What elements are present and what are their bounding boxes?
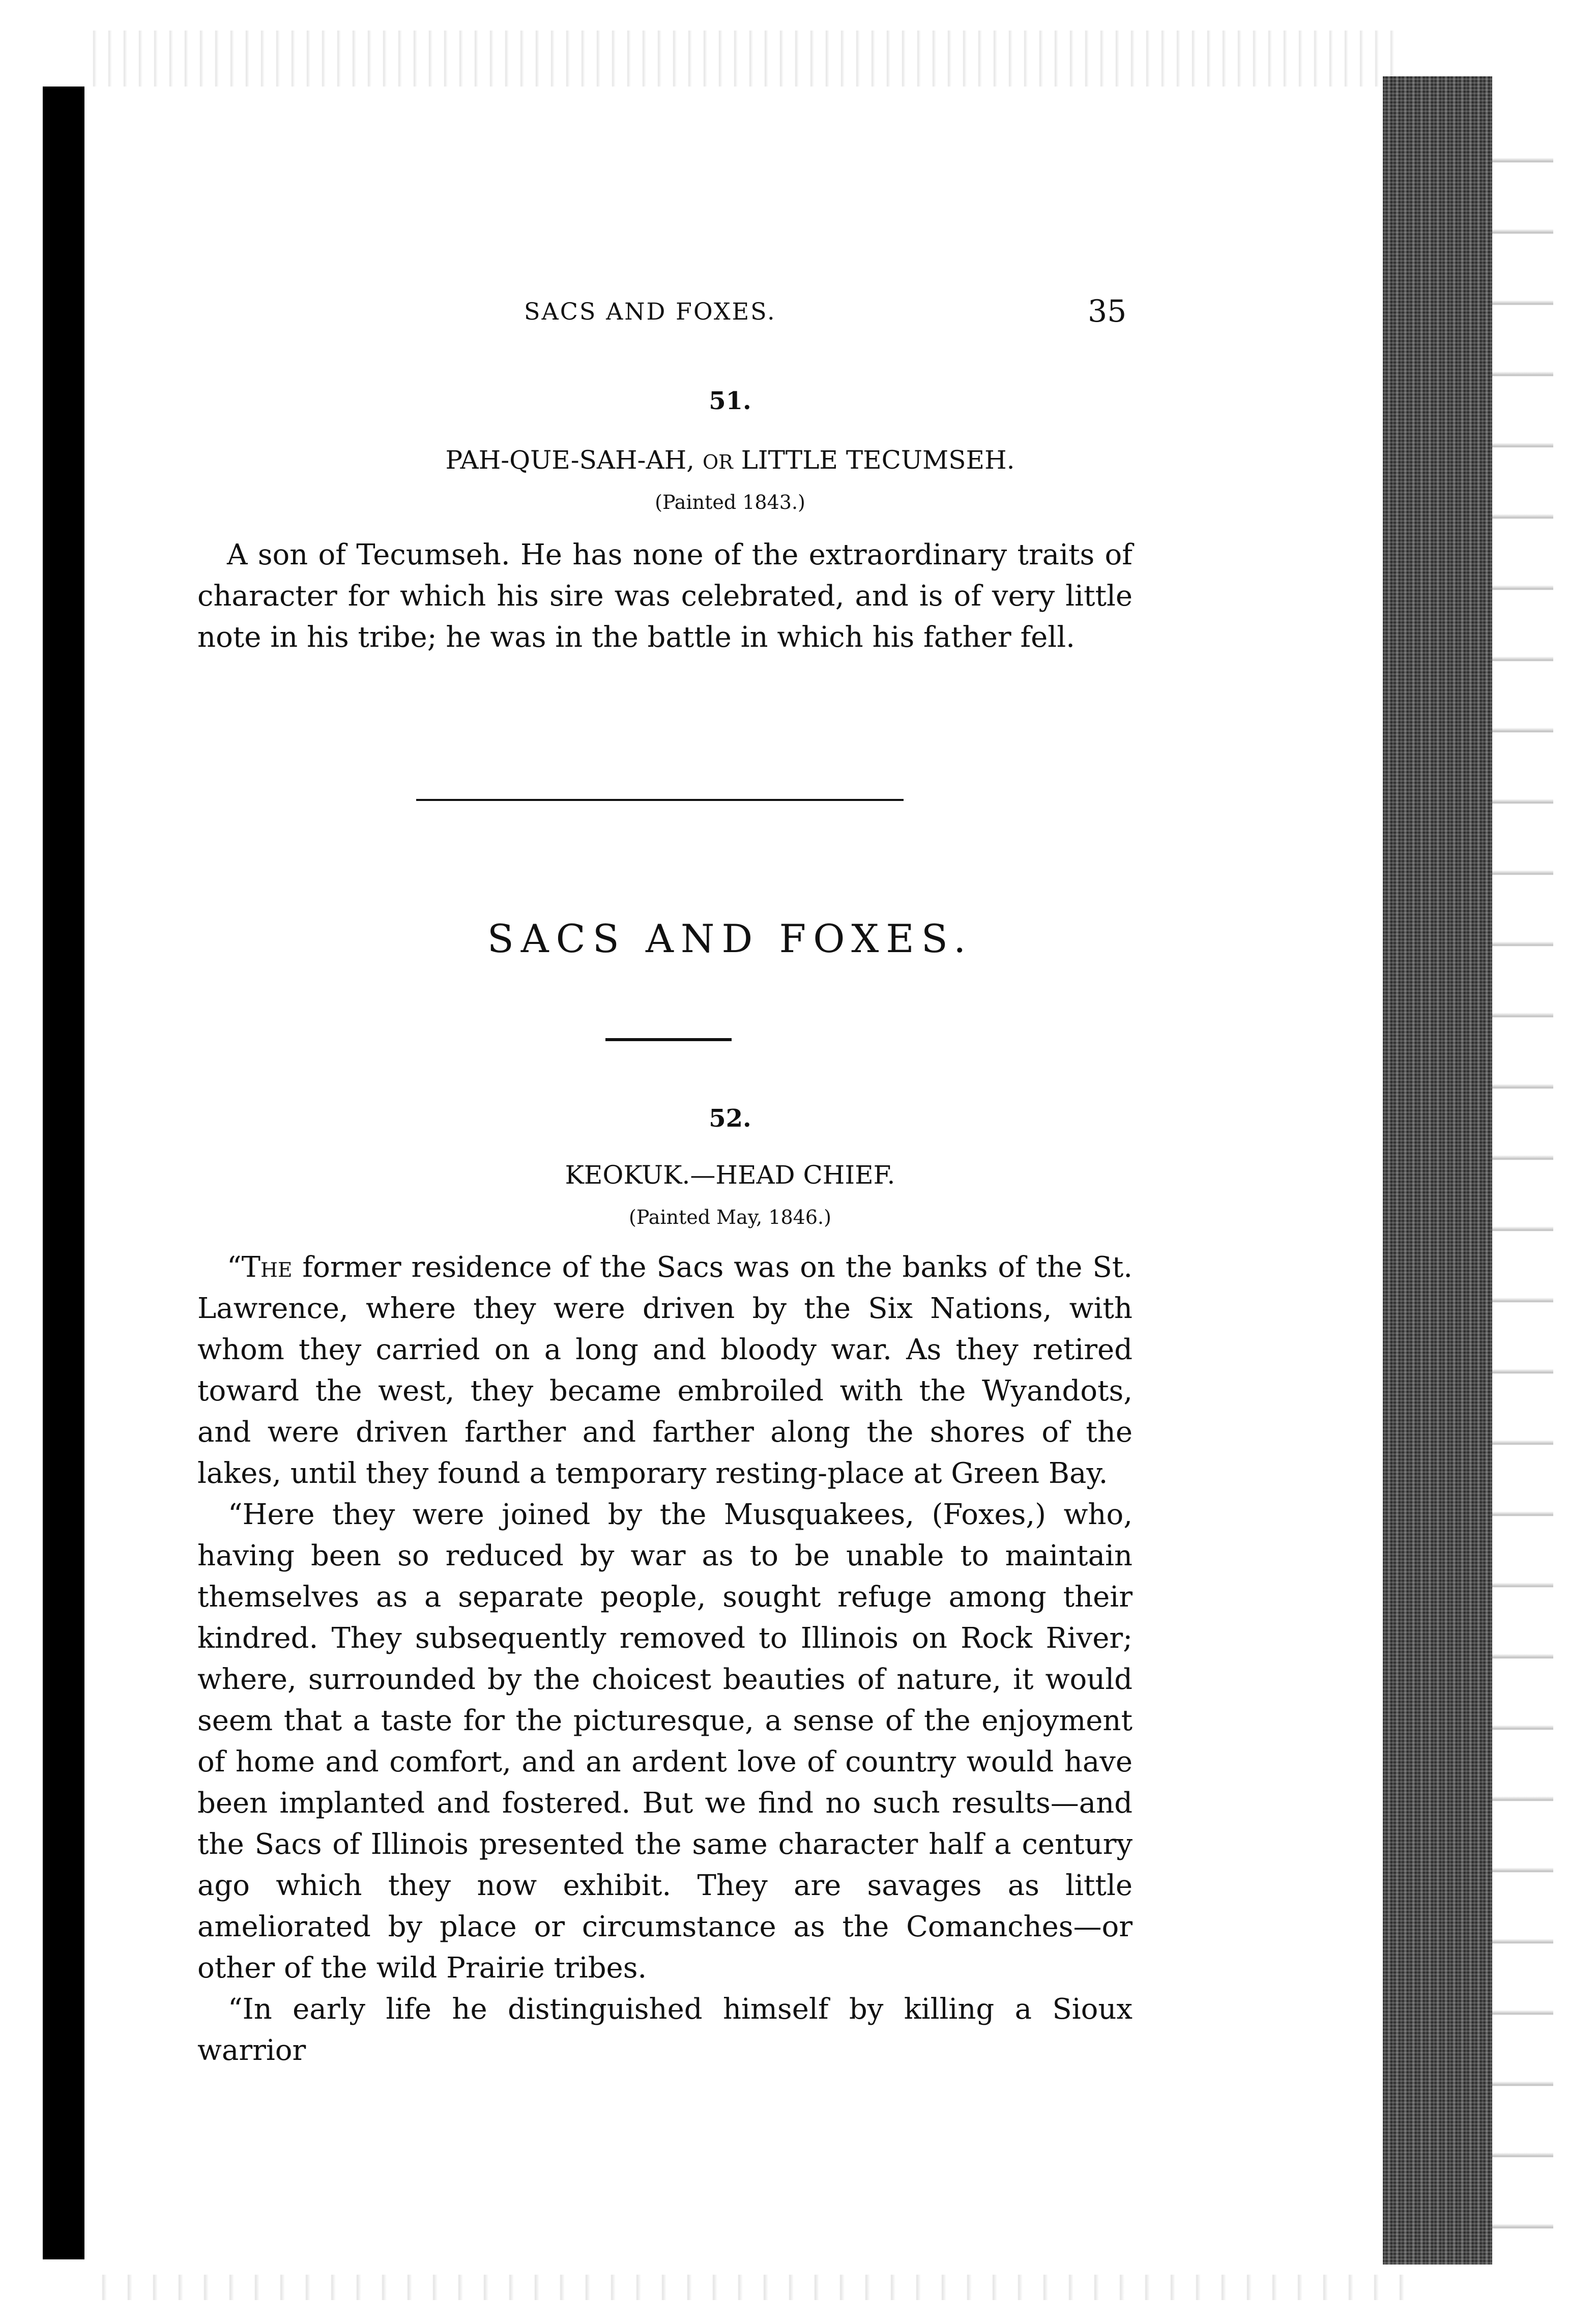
- entry-52-paragraph-1-text: former residence of the Sacs was on the banks of the St. Lawrence, where they were driven by the Six Nations, with whom they carried on a long and bloody war. As they retired toward the west, they became embroiled with the Wyandots, and were driven farther and farther along the shores of the lakes, until they found a temporary resting-place at Green Bay.: [197, 1251, 1133, 1490]
- entry-52-paragraph-1: [197, 1247, 1133, 1494]
- entry-51-heading-rest: LITTLE TECUMSEH.: [741, 445, 1015, 475]
- entry-51-heading-or: OR: [702, 451, 733, 473]
- entry-51-painted: (Painted 1843.): [655, 491, 805, 513]
- scan-right-outer-edge: [1492, 92, 1553, 2259]
- entry-52-body: [197, 1247, 1133, 2071]
- entry-52-paragraph-3: “In early life he distinguished himself by killing a Sioux warrior: [197, 1993, 1133, 2067]
- scan-right-edge: [1383, 76, 1492, 2264]
- entry-51-body: [197, 534, 1133, 658]
- running-head-title: SACS AND FOXES.: [524, 298, 776, 325]
- entry-52-number: 52.: [709, 1104, 751, 1133]
- section-title-rule: [605, 1038, 732, 1041]
- entry-51-heading: [127, 445, 1333, 475]
- entry-52-lead-word: “The: [227, 1251, 293, 1284]
- scan-bottom-noise: [81, 2275, 1404, 2300]
- entry-52-painted: (Painted May, 1846.): [629, 1206, 831, 1228]
- page-number: 35: [1088, 294, 1127, 329]
- entry-52-heading: KEOKUK.—HEAD CHIEF.: [565, 1160, 895, 1190]
- entry-51-number: 51.: [709, 387, 751, 415]
- running-head: [0, 294, 1596, 333]
- scan-top-noise: [81, 31, 1404, 87]
- entry-51-heading-main: PAH-QUE-SAH-AH,: [445, 445, 695, 475]
- section-rule: [416, 799, 904, 801]
- entry-52-paragraph-2: “Here they were joined by the Musquakees, (Foxes,) who, having been so reduced by war as to be unable to maintain themselves as a separate people, sought refuge among their kindred. They subsequently removed to Illinois on Rock River; where, surrounded by the choicest beauties of nature, it would seem that a taste for the picturesque, a sense of the enjoyment of home and comfort, and an ardent love of country would have been implanted and fostered. But we find no such results—and the Sacs of Illinois presented the same character half a century ago which they now exhibit. They are savages as little ameliorated by place or circumstance as the Comanches—or other of the wild Prairie tribes.: [197, 1498, 1133, 1985]
- section-title: SACS AND FOXES.: [487, 916, 973, 961]
- entry-51-paragraph: A son of Tecumseh. He has none of the extraordinary traits of character for which his sire was celebrated, and is of very little note in his tribe; he was in the battle in which his father fell.: [197, 538, 1133, 654]
